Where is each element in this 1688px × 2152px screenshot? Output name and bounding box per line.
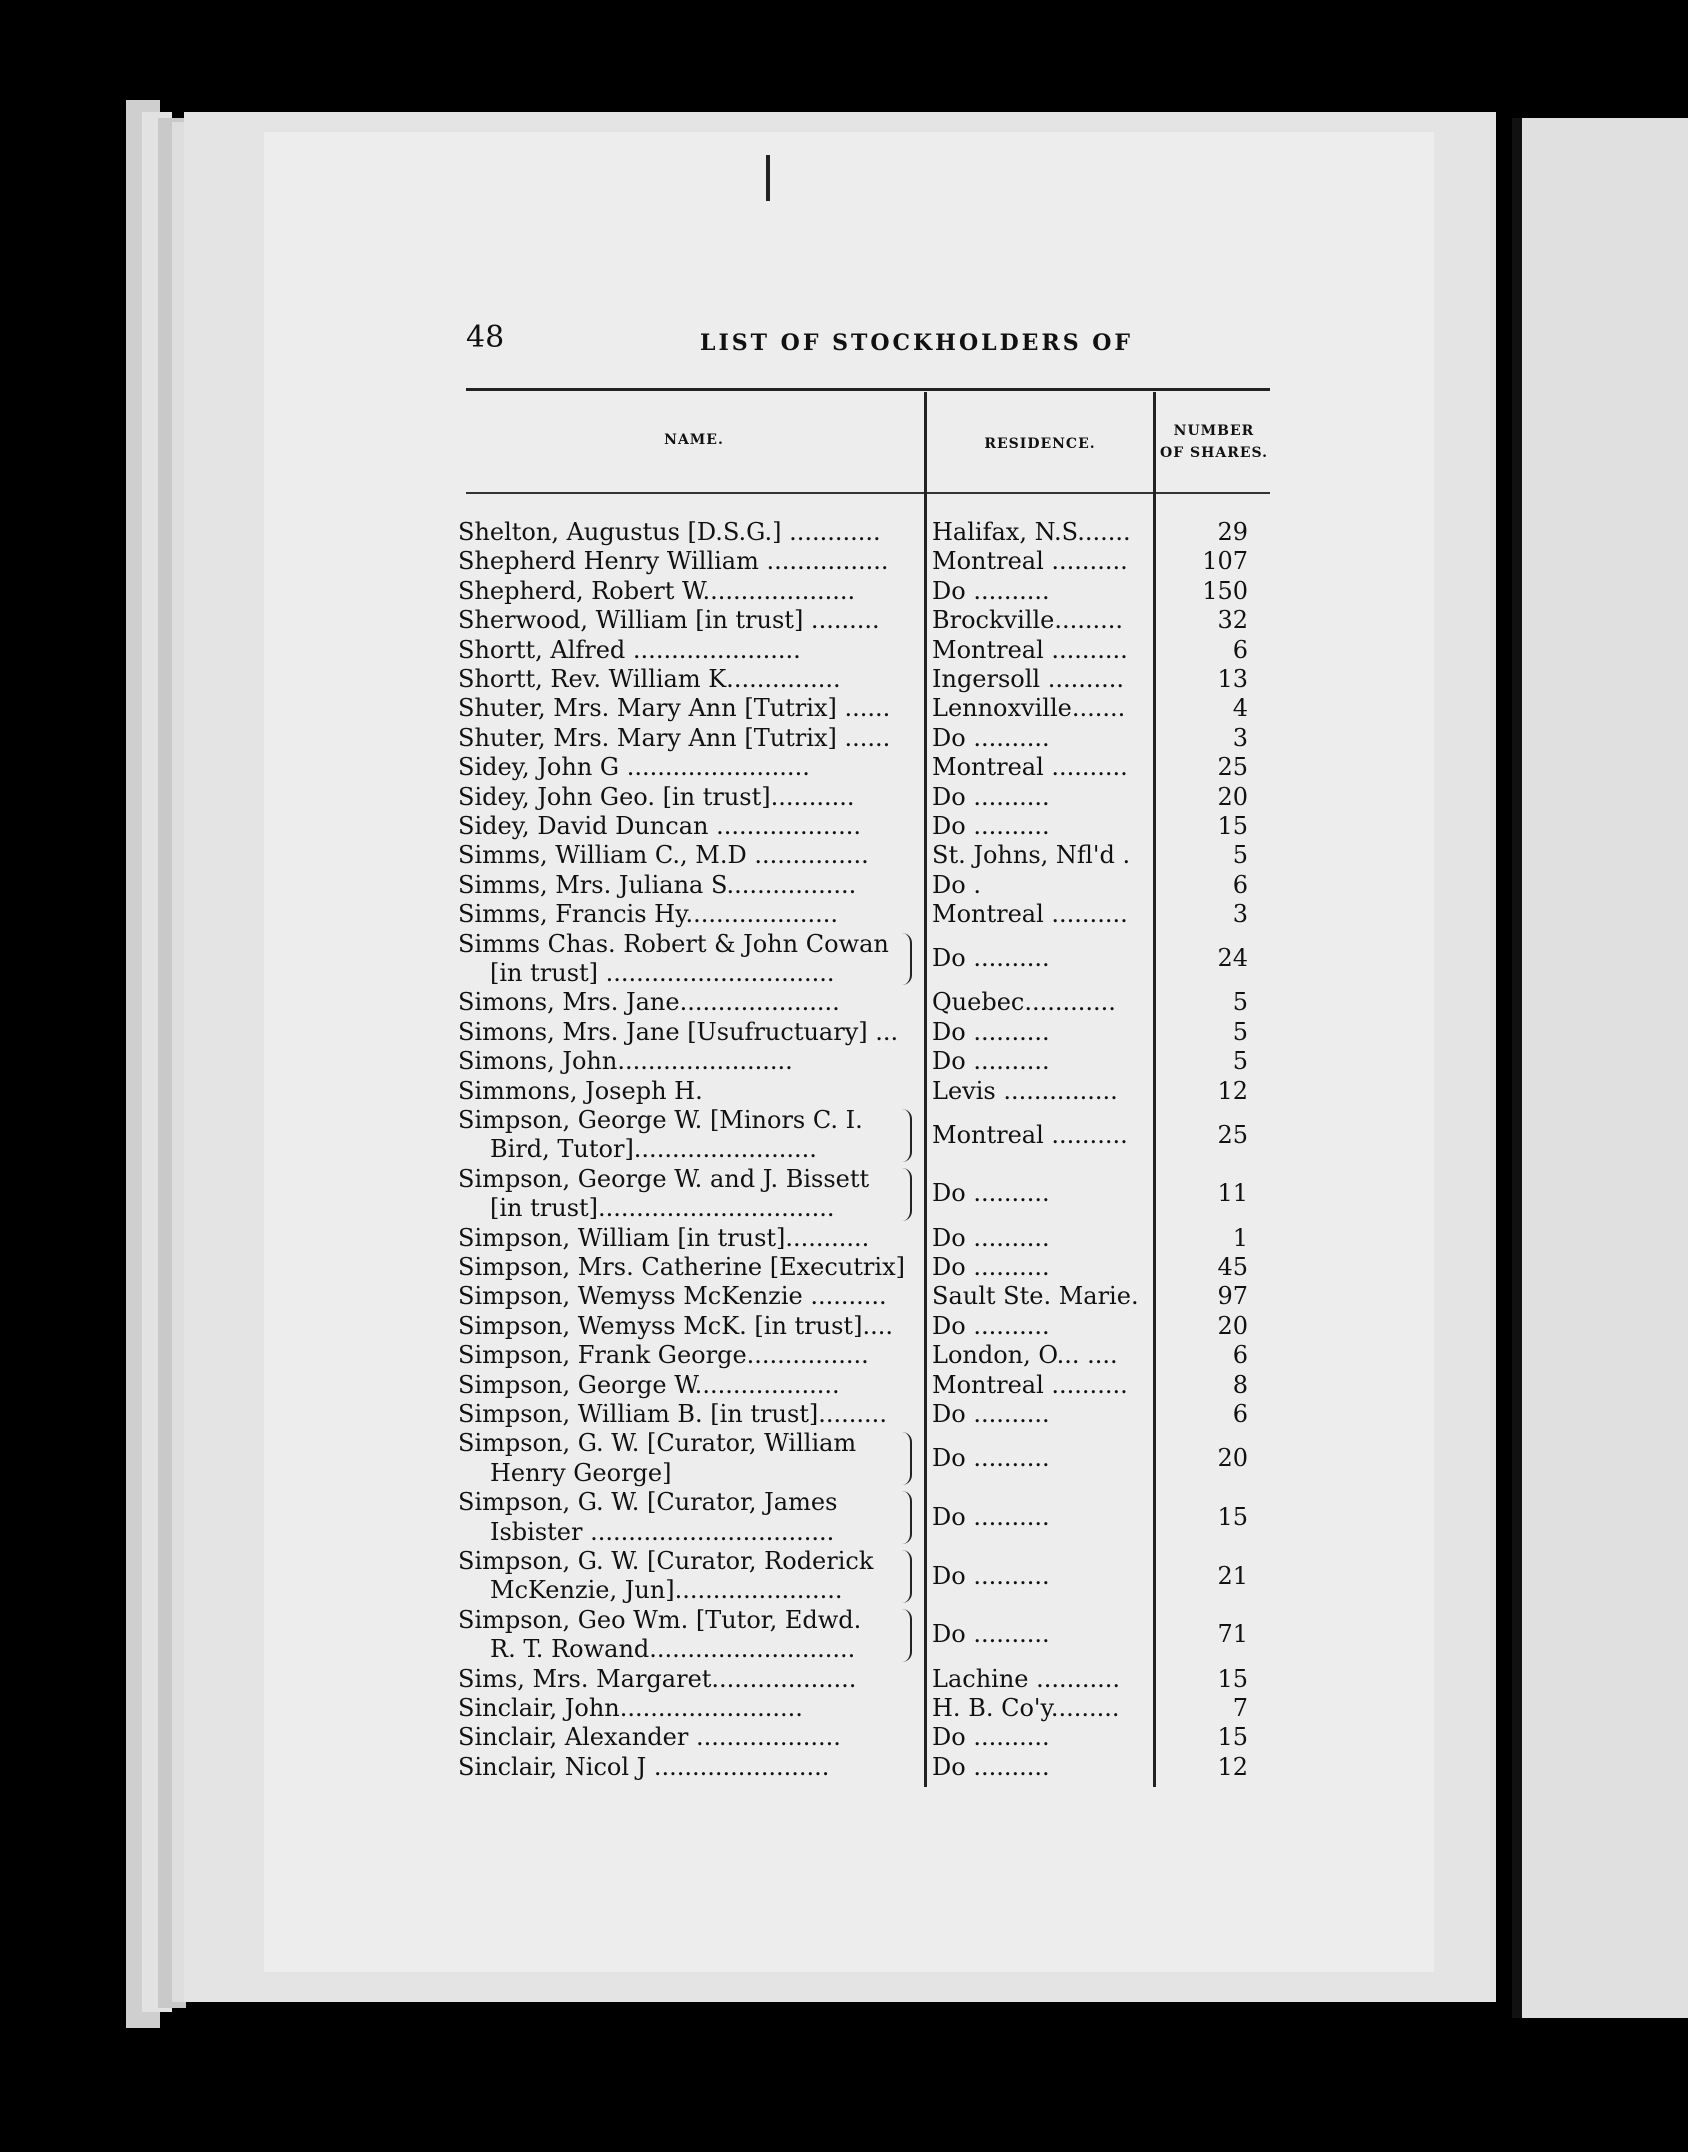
stockholder-name <box>458 871 918 900</box>
residence: Ingersoll .......... <box>932 665 1125 693</box>
residence: Do . <box>932 870 981 899</box>
brace-mark <box>898 1432 912 1485</box>
stockholder-name <box>458 1488 918 1547</box>
table-row <box>0 665 1688 694</box>
number-of-shares: 5 <box>1232 841 1248 870</box>
table-row <box>0 636 1688 665</box>
stockholder-name-line: Shuter, Mrs. Mary Ann [Tutrix] ...... <box>458 723 891 752</box>
residence: Do .......... <box>932 1444 1050 1473</box>
stockholder-name <box>458 1312 918 1341</box>
stockholder-name-line: Simpson, Geo Wm. [Tutor, Edwd. <box>458 1605 862 1634</box>
table-row <box>0 1694 1688 1723</box>
stockholder-name-line: Simpson, Mrs. Catherine [Executrix] <box>458 1253 905 1281</box>
stockholder-name <box>458 636 918 665</box>
stockholder-name <box>458 1723 918 1752</box>
stockholder-name-line: Simmons, Joseph H. <box>458 1076 703 1105</box>
number-of-shares: 3 <box>1232 723 1248 752</box>
table-row <box>0 930 1688 989</box>
table-row <box>0 1606 1688 1665</box>
residence: Montreal .......... <box>932 753 1128 782</box>
stockholder-name <box>458 1047 918 1076</box>
residence: Do .......... <box>932 1179 1050 1208</box>
number-of-shares: 150 <box>1202 576 1248 605</box>
stockholder-name-line: Sherwood, William [in trust] ......... <box>458 606 880 635</box>
table-row <box>0 988 1688 1017</box>
stockholder-name-line: Simms, Francis Hy.................... <box>458 900 839 929</box>
table-row <box>0 812 1688 841</box>
residence: Do .......... <box>932 723 1050 752</box>
stockholder-name <box>458 1665 918 1694</box>
residence: Montreal .......... <box>932 1120 1128 1149</box>
table-row <box>0 1224 1688 1253</box>
stockholder-name <box>458 988 918 1017</box>
column-header-residence: RESIDENCE. <box>984 436 1096 452</box>
number-of-shares: 3 <box>1232 900 1248 929</box>
stockholder-name-line: Shortt, Alfred ...................... <box>458 635 801 664</box>
number-of-shares: 71 <box>1217 1620 1248 1649</box>
stockholder-name <box>458 1547 918 1606</box>
brace-mark <box>898 1609 912 1662</box>
table-row <box>0 1312 1688 1341</box>
number-of-shares: 5 <box>1232 988 1248 1017</box>
stockholder-name-line: Simpson, William [in trust]........... <box>458 1223 870 1252</box>
brace-mark <box>898 1550 912 1603</box>
table-row <box>0 1253 1688 1282</box>
stockholder-name <box>458 1400 918 1429</box>
residence: H. B. Co'y......... <box>932 1694 1120 1722</box>
number-of-shares: 21 <box>1217 1561 1248 1590</box>
stockholder-name <box>458 665 918 694</box>
number-of-shares: 24 <box>1217 944 1248 973</box>
brace-mark <box>898 933 912 986</box>
number-of-shares: 5 <box>1232 1047 1248 1076</box>
number-of-shares: 15 <box>1217 812 1248 840</box>
stockholder-name <box>458 1606 918 1665</box>
residence: Do .......... <box>932 1047 1050 1076</box>
table-row <box>0 606 1688 635</box>
number-of-shares: 13 <box>1217 665 1248 693</box>
residence: Montreal .......... <box>932 635 1128 664</box>
number-of-shares: 97 <box>1217 1282 1248 1311</box>
stockholder-name <box>458 606 918 635</box>
stockholder-name <box>458 1018 918 1047</box>
number-of-shares: 29 <box>1217 518 1248 546</box>
number-of-shares: 20 <box>1217 1311 1248 1340</box>
residence: Lachine ........... <box>932 1664 1121 1693</box>
table-row <box>0 1665 1688 1694</box>
stockholder-name-line: [in trust] .............................. <box>490 958 835 987</box>
table-row <box>0 1047 1688 1076</box>
number-of-shares: 1 <box>1232 1223 1248 1252</box>
table-row <box>0 547 1688 576</box>
number-of-shares: 6 <box>1232 1400 1248 1428</box>
column-header-shares-line1: NUMBER <box>1173 423 1255 439</box>
stockholder-name <box>458 1282 918 1311</box>
number-of-shares: 32 <box>1217 606 1248 635</box>
residence: Sault Ste. Marie. <box>932 1282 1139 1311</box>
stockholder-name <box>458 900 918 929</box>
stockholder-name-line: Sinclair, John........................ <box>458 1694 803 1722</box>
number-of-shares: 7 <box>1232 1694 1248 1722</box>
stockholder-name-line: Simpson, G. W. [Curator, William <box>458 1429 857 1458</box>
stockholder-name-line: Bird, Tutor]........................ <box>490 1135 817 1164</box>
table-row <box>0 694 1688 723</box>
stockholder-name-line: R. T. Rowand........................... <box>490 1635 856 1664</box>
stockholder-name-line: Shuter, Mrs. Mary Ann [Tutrix] ...... <box>458 694 891 723</box>
stockholder-name <box>458 1429 918 1488</box>
stockholder-name-line: Sinclair, Alexander ................... <box>458 1723 841 1752</box>
running-head: LIST OF STOCKHOLDERS OF <box>700 330 1134 356</box>
stockholder-name-line: Simpson, Wemyss McK. [in trust].... <box>458 1311 893 1340</box>
number-of-shares: 15 <box>1217 1664 1248 1693</box>
stockholder-name-line: [in trust]............................... <box>490 1194 835 1223</box>
residence: Montreal .......... <box>932 547 1128 576</box>
number-of-shares: 11 <box>1217 1179 1248 1208</box>
stockholder-name-line: Simons, Mrs. Jane [Usufructuary] ... <box>458 1017 899 1046</box>
stockholder-name <box>458 724 918 753</box>
stockholder-name-line: Simpson, George W. and J. Bissett <box>458 1164 870 1193</box>
number-of-shares: 6 <box>1232 1341 1248 1370</box>
table-row <box>0 783 1688 812</box>
stockholder-name <box>458 1371 918 1400</box>
page-mark <box>766 155 770 201</box>
stockholder-name <box>458 1165 918 1224</box>
table-row <box>0 871 1688 900</box>
residence: Montreal .......... <box>932 1370 1128 1399</box>
stockholder-name <box>458 1224 918 1253</box>
stockholder-name-line: Shortt, Rev. William K............... <box>458 665 841 693</box>
stockholder-name-line: Sidey, John G ........................ <box>458 753 810 782</box>
residence: Do .......... <box>932 1017 1050 1046</box>
brace-mark <box>898 1168 912 1221</box>
stockholder-name-line: McKenzie, Jun]...................... <box>490 1576 843 1605</box>
table-row <box>0 1723 1688 1752</box>
stockholder-name-line: Sinclair, Nicol J ....................... <box>458 1752 830 1781</box>
residence: Do .......... <box>932 1620 1050 1649</box>
residence: Do .......... <box>932 944 1050 973</box>
residence: Do .......... <box>932 1311 1050 1340</box>
table-row <box>0 1547 1688 1606</box>
stockholder-name-line: Simons, John....................... <box>458 1047 793 1076</box>
number-of-shares: 20 <box>1217 782 1248 811</box>
stockholder-name <box>458 694 918 723</box>
stockholder-name <box>458 783 918 812</box>
residence: Levis ............... <box>932 1076 1118 1105</box>
stockholder-name-line: Simons, Mrs. Jane..................... <box>458 988 840 1017</box>
residence: Do .......... <box>932 1223 1050 1252</box>
residence: Lennoxville....... <box>932 694 1126 723</box>
table-row <box>0 724 1688 753</box>
number-of-shares: 8 <box>1232 1370 1248 1399</box>
residence: Do .......... <box>932 1561 1050 1590</box>
table-row <box>0 1400 1688 1429</box>
residence: Do .......... <box>932 1253 1050 1281</box>
stockholder-name <box>458 753 918 782</box>
stockholder-name <box>458 1753 918 1782</box>
table-top-rule <box>466 388 1270 391</box>
residence: Halifax, N.S....... <box>932 518 1131 546</box>
stockholder-name-line: Simms, William C., M.D ............... <box>458 841 869 870</box>
residence: Do .......... <box>932 1502 1050 1531</box>
number-of-shares: 25 <box>1217 753 1248 782</box>
stockholder-name-line: Simms, Mrs. Juliana S................. <box>458 870 857 899</box>
stockholder-name-line: Shelton, Augustus [D.S.G.] ............ <box>458 518 881 546</box>
table-row <box>0 753 1688 782</box>
table-row <box>0 1282 1688 1311</box>
stockholder-name-line: Sidey, John Geo. [in trust]........... <box>458 782 855 811</box>
brace-mark <box>898 1491 912 1544</box>
stockholder-name-line: Simpson, G. W. [Curator, James <box>458 1488 838 1517</box>
stockholder-name-line: Shepherd, Robert W.................... <box>458 576 856 605</box>
table-row <box>0 1341 1688 1370</box>
residence: Do .......... <box>932 1400 1050 1428</box>
table-row <box>0 841 1688 870</box>
residence: Do .......... <box>932 1752 1050 1781</box>
number-of-shares: 6 <box>1232 870 1248 899</box>
stockholder-name <box>458 577 918 606</box>
residence: Brockville......... <box>932 606 1123 635</box>
stockholder-name-line: Simpson, Wemyss McKenzie .......... <box>458 1282 887 1311</box>
stockholder-name <box>458 518 918 547</box>
stockholder-name <box>458 1077 918 1106</box>
column-header-shares <box>1158 420 1270 464</box>
table-row <box>0 577 1688 606</box>
table-row <box>0 1371 1688 1400</box>
number-of-shares: 4 <box>1232 694 1248 723</box>
number-of-shares: 12 <box>1217 1076 1248 1105</box>
residence: Do .......... <box>932 1723 1050 1752</box>
residence: Do .......... <box>932 576 1050 605</box>
number-of-shares: 12 <box>1217 1752 1248 1781</box>
stockholder-name <box>458 1694 918 1723</box>
stockholder-name-line: Simpson, George W................... <box>458 1370 840 1399</box>
brace-mark <box>898 1109 912 1162</box>
table-row <box>0 900 1688 929</box>
residence: Quebec............ <box>932 988 1116 1017</box>
table-row <box>0 1753 1688 1782</box>
stockholder-name <box>458 1106 918 1165</box>
stockholder-name <box>458 547 918 576</box>
stockholder-name <box>458 1253 918 1282</box>
number-of-shares: 6 <box>1232 635 1248 664</box>
number-of-shares: 15 <box>1217 1502 1248 1531</box>
stockholder-name-line: Sims, Mrs. Margaret................... <box>458 1664 857 1693</box>
number-of-shares: 15 <box>1217 1723 1248 1752</box>
stockholder-name-line: Henry George] <box>490 1458 672 1487</box>
residence: Montreal .......... <box>932 900 1128 929</box>
header-rule <box>466 492 1270 494</box>
stockholder-name-line: Simpson, G. W. [Curator, Roderick <box>458 1547 874 1575</box>
column-header-name: NAME. <box>664 432 724 448</box>
table-row <box>0 1077 1688 1106</box>
number-of-shares: 45 <box>1217 1253 1248 1281</box>
page-number: 48 <box>466 320 505 355</box>
stockholder-name-line: Simpson, William B. [in trust]......... <box>458 1400 887 1428</box>
stockholder-name-line: Shepherd Henry William ................ <box>458 547 889 576</box>
table-row <box>0 1018 1688 1047</box>
stockholder-name-line: Isbister ................................ <box>490 1517 835 1546</box>
table-row <box>0 1106 1688 1165</box>
residence: St. Johns, Nfl'd . <box>932 841 1131 870</box>
stockholder-name <box>458 812 918 841</box>
column-header-shares-line2: OF SHARES. <box>1160 445 1268 461</box>
stockholder-name-line: Sidey, David Duncan ................... <box>458 812 862 840</box>
stockholder-name <box>458 930 918 989</box>
number-of-shares: 25 <box>1217 1120 1248 1149</box>
stockholder-name-line: Simpson, Frank George................ <box>458 1341 869 1370</box>
residence: London, O... .... <box>932 1341 1118 1370</box>
stockholder-name <box>458 1341 918 1370</box>
number-of-shares: 107 <box>1202 547 1248 576</box>
table-row <box>0 1488 1688 1547</box>
number-of-shares: 5 <box>1232 1017 1248 1046</box>
stockholder-name-line: Simms Chas. Robert & John Cowan <box>458 929 889 958</box>
table-row <box>0 518 1688 547</box>
table-row <box>0 1165 1688 1224</box>
number-of-shares: 20 <box>1217 1444 1248 1473</box>
residence: Do .......... <box>932 812 1050 840</box>
stockholder-name <box>458 841 918 870</box>
table-row <box>0 1429 1688 1488</box>
residence: Do .......... <box>932 782 1050 811</box>
stockholder-name-line: Simpson, George W. [Minors C. I. <box>458 1106 863 1134</box>
